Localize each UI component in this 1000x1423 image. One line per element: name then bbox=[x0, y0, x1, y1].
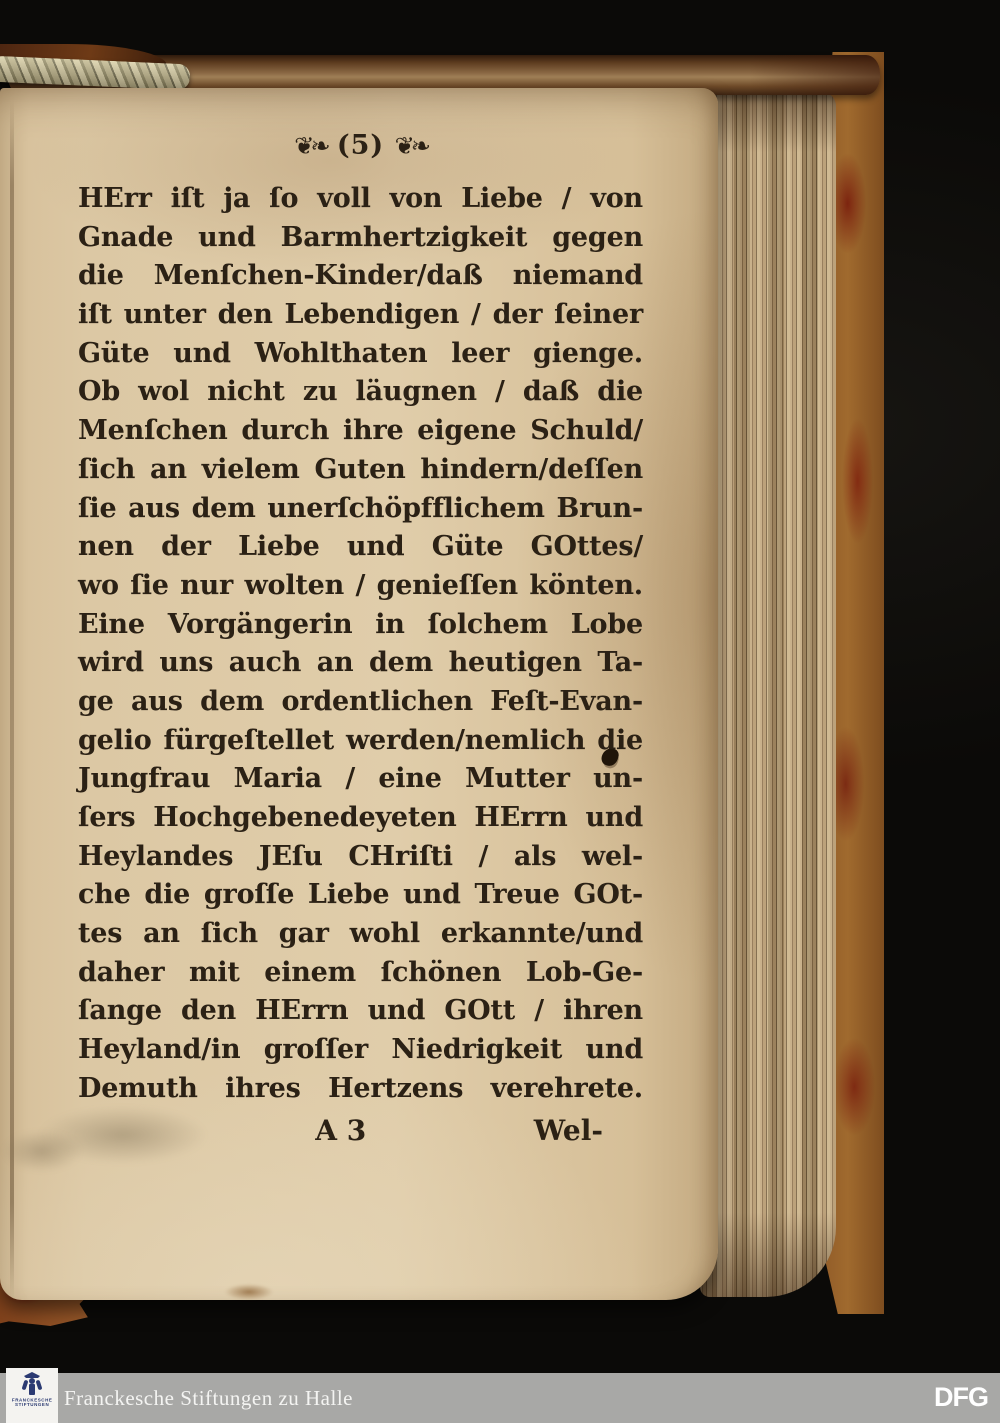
text-line: Eine Vorgängerin in ſolchem Lobe bbox=[78, 608, 643, 640]
text-line: ſie aus dem unerſchöpfflichem Brun- bbox=[78, 492, 643, 524]
text-line: HErr iſt ja ſo voll von Liebe / von bbox=[78, 183, 643, 214]
franckesche-figure-icon bbox=[20, 1372, 44, 1398]
text-line: che die groſſe Liebe und Treue GOt- bbox=[78, 879, 643, 911]
franckesche-stiftungen-logo bbox=[6, 1368, 58, 1423]
text-line: ge aus dem ordentlichen Feſt-Evan- bbox=[78, 685, 643, 717]
text-line: Ob wol nicht zu läugnen / daß die bbox=[78, 376, 643, 408]
signature-mark: A 3 bbox=[315, 1114, 367, 1147]
text-line: nen der Liebe und Güte GOttes/ bbox=[78, 531, 643, 563]
book-page bbox=[0, 88, 718, 1300]
catchword: Wel- bbox=[533, 1114, 603, 1147]
text-line: Güte und Wohlthaten leer gienge. bbox=[78, 337, 643, 369]
logo-wordmark: FRANCKESCHE STIFTUNGEN bbox=[11, 1397, 53, 1407]
page-block-edges bbox=[700, 92, 836, 1297]
floral-ornament-right-icon: ❦❧ bbox=[394, 132, 427, 160]
text-line: wo ſie nur wolten / genieſſen könten. bbox=[78, 569, 643, 601]
text-line: Menſchen durch ihre eigene Schuld/ bbox=[78, 415, 643, 447]
signature-row bbox=[78, 1114, 643, 1147]
page-header bbox=[78, 130, 643, 161]
page-number: (5) bbox=[336, 130, 385, 161]
text-line: gelio fürgeſtellet werden/nemlich die bbox=[78, 724, 643, 756]
text-line: ſich an vielem Guten hindern/deſſen bbox=[78, 453, 643, 485]
text-line: Jungfrau Maria / eine Mutter un- bbox=[78, 763, 643, 795]
page-crease bbox=[10, 88, 14, 1300]
text-line: die Menſchen-Kinder/daß niemand bbox=[78, 260, 643, 292]
ink-bleedthrough bbox=[2, 1130, 82, 1172]
floral-ornament-left-icon: ❦❧ bbox=[294, 132, 327, 160]
body-text bbox=[78, 180, 643, 1109]
text-line: Demuth ihres Hertzens verehrete. bbox=[78, 1072, 643, 1104]
text-line: Heyland/in groſſer Niedrigkeit und bbox=[78, 1034, 643, 1066]
text-line: ſers Hochgebenedeyeten HErrn und bbox=[78, 802, 643, 833]
text-line: Gnade und Barmhertzigkeit gegen bbox=[78, 221, 643, 253]
text-line: Heylandes JEſu CHriſti / als wel- bbox=[78, 840, 643, 872]
text-line: daher mit einem ſchönen Lob-Ge- bbox=[78, 956, 643, 988]
institution-name: Franckesche Stiftungen zu Halle bbox=[64, 1386, 353, 1410]
text-line: ſange den HErrn und GOtt / ihren bbox=[78, 995, 643, 1027]
text-line: tes an ſich gar wohl erkannte/und bbox=[78, 918, 643, 950]
paper-stain bbox=[225, 1284, 273, 1300]
text-line: iſt unter den Lebendigen / der ſeiner bbox=[78, 299, 643, 331]
text-line: wird uns auch an dem heutigen Ta- bbox=[78, 647, 643, 679]
dfg-logo: DFG bbox=[934, 1382, 988, 1412]
